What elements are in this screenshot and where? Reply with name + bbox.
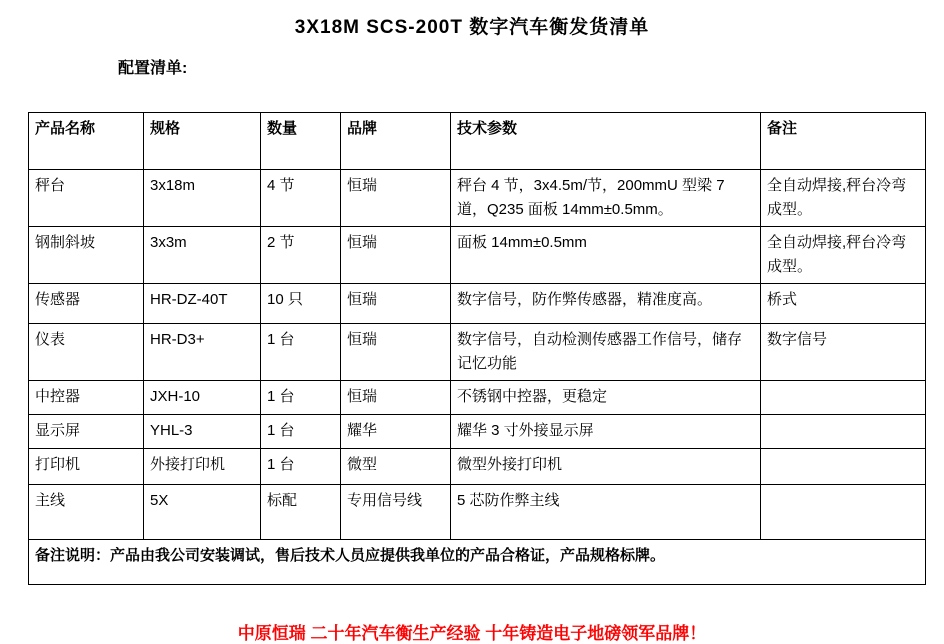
- cell-tech-params: 数字信号，自动检测传感器工作信号，储存记忆功能: [451, 324, 761, 381]
- table-row: [29, 324, 926, 381]
- cell-note: 全自动焊接,秤台冷弯成型。: [761, 227, 926, 284]
- cell-note: [761, 381, 926, 415]
- table-row: [29, 170, 926, 227]
- cell-product-name: 打印机: [29, 449, 144, 485]
- table-row: [29, 415, 926, 449]
- cell-tech-params: 耀华 3 寸外接显示屏: [451, 415, 761, 449]
- cell-spec: JXH-10: [144, 381, 261, 415]
- cell-brand: 恒瑞: [341, 324, 451, 381]
- table-row: [29, 485, 926, 540]
- table-row: [29, 227, 926, 284]
- table-row: [29, 381, 926, 415]
- cell-product-name: 显示屏: [29, 415, 144, 449]
- brand-slogan: 中原恒瑞 二十年汽车衡生产经验 十年铸造电子地磅领军品牌！: [237, 624, 707, 643]
- column-header-tech-params: 技术参数: [451, 113, 761, 170]
- cell-quantity: 1 台: [261, 415, 341, 449]
- cell-quantity: 4 节: [261, 170, 341, 227]
- cell-tech-params: 微型外接打印机: [451, 449, 761, 485]
- cell-spec: HR-DZ-40T: [144, 284, 261, 324]
- cell-spec: 3x18m: [144, 170, 261, 227]
- cell-product-name: 仪表: [29, 324, 144, 381]
- cell-brand: 微型: [341, 449, 451, 485]
- cell-note: [761, 415, 926, 449]
- page-title: 3X18M SCS-200T 数字汽车衡发货清单: [294, 17, 650, 38]
- cell-note: 数字信号: [761, 324, 926, 381]
- cell-brand: 恒瑞: [341, 227, 451, 284]
- cell-brand: 耀华: [341, 415, 451, 449]
- column-header-note: 备注: [761, 113, 926, 170]
- cell-spec: 5X: [144, 485, 261, 540]
- cell-spec: HR-D3+: [144, 324, 261, 381]
- cell-brand: 恒瑞: [341, 284, 451, 324]
- cell-brand: 恒瑞: [341, 381, 451, 415]
- config-list-label: 配置清单:: [118, 60, 188, 77]
- cell-tech-params: 数字信号，防作弊传感器，精准度高。: [451, 284, 761, 324]
- column-header-quantity: 数量: [261, 113, 341, 170]
- cell-quantity: 1 台: [261, 324, 341, 381]
- table-header-row: [29, 113, 926, 170]
- cell-product-name: 传感器: [29, 284, 144, 324]
- delivery-table: [28, 112, 926, 585]
- table-row: [29, 449, 926, 485]
- cell-product-name: 秤台: [29, 170, 144, 227]
- cell-spec: 外接打印机: [144, 449, 261, 485]
- cell-quantity: 1 台: [261, 381, 341, 415]
- cell-tech-params: 不锈钢中控器，更稳定: [451, 381, 761, 415]
- table-body: [29, 170, 926, 540]
- cell-note: 桥式: [761, 284, 926, 324]
- cell-product-name: 主线: [29, 485, 144, 540]
- document-page: [0, 12, 944, 643]
- column-header-product-name: 产品名称: [29, 113, 144, 170]
- cell-quantity: 2 节: [261, 227, 341, 284]
- cell-product-name: 中控器: [29, 381, 144, 415]
- cell-brand: 恒瑞: [341, 170, 451, 227]
- cell-quantity: 10 只: [261, 284, 341, 324]
- table-row: [29, 284, 926, 324]
- cell-spec: YHL-3: [144, 415, 261, 449]
- cell-spec: 3x3m: [144, 227, 261, 284]
- cell-tech-params: 5 芯防作弊主线: [451, 485, 761, 540]
- cell-note: [761, 449, 926, 485]
- cell-quantity: 1 台: [261, 449, 341, 485]
- cell-note: 全自动焊接,秤台冷弯成型。: [761, 170, 926, 227]
- cell-tech-params: 面板 14mm±0.5mm: [451, 227, 761, 284]
- column-header-brand: 品牌: [341, 113, 451, 170]
- cell-tech-params: 秤台 4 节，3x4.5m/节，200mmU 型梁 7 道，Q235 面板 14mm±0.5mm。: [451, 170, 761, 227]
- cell-brand: 专用信号线: [341, 485, 451, 540]
- cell-quantity: 标配: [261, 485, 341, 540]
- table-footer-row: [29, 540, 926, 585]
- cell-product-name: 钢制斜坡: [29, 227, 144, 284]
- cell-note: [761, 485, 926, 540]
- column-header-spec: 规格: [144, 113, 261, 170]
- footer-remark: 备注说明：产品由我公司安装调试，售后技术人员应提供我单位的产品合格证，产品规格标牌。: [29, 540, 926, 585]
